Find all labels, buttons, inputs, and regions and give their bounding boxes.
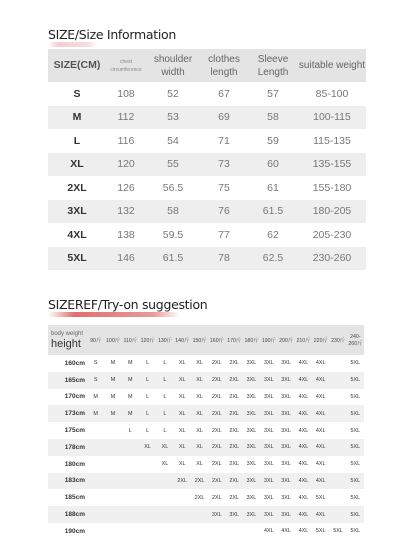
size-value: 135-155 [298,153,366,177]
size-suggestion [139,473,156,490]
size-value: 126 [117,181,135,194]
size-suggestion: 5XL [350,528,361,535]
size-value: 62 [267,228,279,241]
height-label: 188cm [48,506,87,523]
size-label: S [73,87,81,100]
size-value: 56.5 [162,181,184,194]
height-label: 170cm [64,393,85,401]
size-suggestion: XL [178,427,186,434]
size-suggestion: 5XL [350,427,361,434]
size-value: 61 [267,181,279,194]
size-value: 77 [218,228,230,241]
size-value: 155-180 [312,181,352,194]
size-row [48,129,366,153]
size-value: 59.5 [162,228,184,241]
size-suggestion: M [104,405,121,422]
size-row [48,223,366,247]
size-suggestion: 2XL [212,427,222,434]
size-suggestion: 2XL [174,473,191,490]
size-suggestion [104,439,121,456]
size-suggestion: XL [139,439,156,456]
size-info-table [48,49,366,270]
size-suggestion: 5XL [347,439,364,456]
size-suggestion [139,506,156,523]
size-label: 3XL [48,200,106,224]
size-value: 120 [106,153,146,177]
size-suggestion: 3XL [263,393,274,400]
size-suggestion: XL [174,405,191,422]
weight-header: 210斤 [295,325,312,355]
size-suggestion: 3XL [277,473,294,490]
size-value: 61.5 [146,247,200,271]
size-suggestion: 4XL [298,427,309,434]
size-suggestion [226,523,243,540]
size-value: 85-100 [315,87,349,100]
weight-header: 160斤 [208,325,225,355]
size-suggestion [122,456,139,473]
size-suggestion: 3XL [243,473,260,490]
size-suggestion [174,506,191,523]
size-suggestion: 2XL [208,372,225,389]
size-suggestion: 3XL [281,461,291,468]
size-suggestion: S [93,360,98,367]
size-suggestion [104,456,121,473]
weight-header: 140斤 [174,325,191,355]
size-suggestion [122,523,139,540]
size-suggestion: M [110,360,116,367]
height-label: 173cm [48,405,87,422]
size-suggestion: XL [178,461,186,468]
size-suggestion: L [156,372,173,389]
try-on-row [48,456,364,473]
size-suggestion: XL [174,372,191,389]
size-suggestion: 5XL [347,473,364,490]
size-value: 205-230 [312,228,352,241]
size-suggestion: XL [174,439,191,456]
weight-header: 170斤 [226,325,243,355]
size-value: 60 [248,153,298,177]
size-suggestion [104,422,121,439]
size-suggestion: XL [196,427,203,434]
size-suggestion: XL [196,393,203,400]
size-suggestion [329,439,346,456]
size-value: 108 [117,87,135,100]
size-suggestion: 4XL [312,439,329,456]
try-on-title: SIZEREF/Try-on suggestion [48,297,208,312]
header-size: SIZE(CM) [48,49,106,82]
size-value: 78 [200,247,248,271]
size-row [48,82,366,106]
size-suggestion: M [122,372,139,389]
size-suggestion: L [139,372,156,389]
size-suggestion: M [110,393,116,400]
size-suggestion [87,523,104,540]
weight-header: 190斤 [260,325,277,355]
size-suggestion: M [122,405,139,422]
size-suggestion: M [104,372,121,389]
size-suggestion: 5XL [350,461,361,468]
size-suggestion: 4XL [298,494,309,501]
size-suggestion: 4XL [315,427,326,434]
height-label: 175cm [64,427,85,435]
size-suggestion: 3XL [208,506,225,523]
size-label: M [48,106,106,130]
weight-header: 100斤 [104,325,121,355]
try-on-row [48,405,364,422]
size-suggestion: 2XL [194,494,205,501]
size-suggestion: 2XL [212,360,222,367]
size-value: 116 [117,134,135,147]
size-row [48,176,366,200]
size-suggestion: 3XL [281,494,291,501]
size-suggestion: 3XL [243,506,260,523]
size-suggestion [329,372,346,389]
size-suggestion: 4XL [315,393,326,400]
weight-header: 220斤 [312,325,329,355]
size-suggestion: XL [196,461,203,468]
size-suggestion: 4XL [315,360,326,367]
size-suggestion: 2XL [212,393,222,400]
corner-height: height [51,337,81,350]
size-suggestion [156,523,173,540]
size-suggestion: 3XL [246,427,257,434]
weight-header: 90斤 [87,325,104,355]
size-suggestion [122,489,139,506]
size-suggestion [243,523,260,540]
try-on-row [48,422,364,439]
size-suggestion [122,506,139,523]
size-info-title-underline [48,42,98,47]
size-suggestion [329,422,346,439]
weight-header: 240-260斤 [347,325,364,355]
size-suggestion: 5XL [347,506,364,523]
weight-header: 200斤 [277,325,294,355]
size-suggestion: L [163,427,167,434]
size-suggestion: 2XL [226,372,243,389]
size-suggestion: 3XL [281,427,291,434]
size-info-body [48,82,366,270]
try-on-row [48,389,364,406]
size-suggestion [87,506,104,523]
size-suggestion [329,473,346,490]
size-value: 58 [248,106,298,130]
size-suggestion: 4XL [295,372,312,389]
size-suggestion: 3XL [246,461,257,468]
size-value: 180-205 [298,200,366,224]
size-suggestion: 4XL [312,473,329,490]
size-suggestion: 5XL [350,494,361,501]
weight-header: 110斤 [122,325,139,355]
try-on-row [48,506,364,523]
weight-header: 150斤 [191,325,208,355]
size-value: 61.5 [248,200,298,224]
header-weight: suitable weight [298,49,366,82]
size-suggestion: 5XL [333,528,343,535]
try-on-row [48,473,364,490]
size-value: 62.5 [248,247,298,271]
try-on-title-underline [48,312,180,317]
size-suggestion: 3XL [260,405,277,422]
size-suggestion: 2XL [208,439,225,456]
height-label: 185cm [64,494,85,502]
size-suggestion: M [128,360,133,367]
size-suggestion [122,439,139,456]
size-suggestion: XL [178,393,186,400]
size-suggestion: 5XL [315,494,326,501]
size-suggestion: M [93,393,98,400]
size-value: 76 [200,200,248,224]
weight-header: 130斤 [156,325,173,355]
size-value: 230-260 [298,247,366,271]
size-suggestion: 2XL [226,405,243,422]
size-value: 58 [146,200,200,224]
size-suggestion: L [156,405,173,422]
size-suggestion [87,489,104,506]
size-suggestion: 3XL [277,405,294,422]
size-suggestion [122,473,139,490]
weight-header: 180斤 [243,325,260,355]
height-label: 178cm [48,439,87,456]
height-label: 160cm [64,359,85,367]
size-suggestion: 3XL [263,494,274,501]
size-suggestion [87,473,104,490]
size-suggestion: 5XL [315,528,326,535]
size-value: 52 [167,87,179,100]
size-value: 146 [106,247,146,271]
size-value: 67 [218,87,230,100]
size-row [48,247,366,271]
size-value: 59 [267,134,279,147]
size-suggestion: 3XL [277,506,294,523]
size-suggestion: 3XL [263,360,274,367]
size-suggestion [139,489,156,506]
size-value: 100-115 [298,106,366,130]
try-on-header-row [48,325,364,355]
size-suggestion: 3XL [260,473,277,490]
size-suggestion: 3XL [277,372,294,389]
size-suggestion: L [163,360,167,367]
size-suggestion: 2XL [229,461,239,468]
size-info-header-row [48,49,366,82]
try-on-row [48,439,364,456]
size-suggestion: 3XL [243,372,260,389]
size-suggestion: 3XL [277,439,294,456]
size-suggestion: 2XL [212,494,222,501]
size-label: 2XL [67,181,87,194]
size-suggestion: 2XL [229,393,239,400]
size-suggestion: 4XL [298,461,309,468]
size-suggestion [191,506,208,523]
size-suggestion: 5XL [350,360,361,367]
size-suggestion: 3XL [260,506,277,523]
size-suggestion: 4XL [315,461,326,468]
size-suggestion: L [146,393,150,400]
header-shoulder: shoulder width [146,49,200,82]
size-value: 57 [267,87,279,100]
header-chest: chest circumference [106,49,146,82]
size-suggestion: XL [178,360,186,367]
size-suggestion: 2XL [208,405,225,422]
size-suggestion: L [139,405,156,422]
header-sleeve: Sleeve Length [248,49,298,82]
header-length: clothes length [200,49,248,82]
size-suggestion: 4XL [263,528,274,535]
size-value: 71 [218,134,230,147]
size-suggestion: 4XL [281,528,291,535]
size-value: 138 [117,228,135,241]
size-suggestion: S [87,372,104,389]
size-suggestion: 3XL [226,506,243,523]
size-value: 69 [200,106,248,130]
size-label: L [73,134,81,147]
corner-body-weight: body weight [51,330,84,337]
size-suggestion: 2XL [191,473,208,490]
size-suggestion: 2XL [229,494,239,501]
size-suggestion [156,473,173,490]
size-value: 53 [146,106,200,130]
size-suggestion [208,523,225,540]
size-value: 132 [106,200,146,224]
size-info-title: SIZE/Size Information [48,27,176,42]
size-suggestion: XL [156,439,173,456]
size-suggestion: XL [161,461,169,468]
size-suggestion: 5XL [350,393,361,400]
size-suggestion: 4XL [312,506,329,523]
size-suggestion [174,523,191,540]
size-suggestion: 3XL [263,461,274,468]
size-suggestion: 3XL [243,439,260,456]
size-suggestion: 2XL [226,439,243,456]
size-suggestion [87,456,104,473]
size-suggestion: 4XL [298,360,309,367]
size-suggestion: 4XL [312,372,329,389]
size-suggestion [87,422,104,439]
size-suggestion [104,473,121,490]
try-on-row [48,355,364,372]
size-suggestion [191,523,208,540]
size-suggestion: 3XL [260,372,277,389]
size-suggestion: M [87,405,104,422]
size-suggestion: L [146,427,150,434]
size-value: 55 [146,153,200,177]
size-suggestion [156,489,173,506]
size-suggestion: 2XL [226,473,243,490]
try-on-corner [48,325,87,355]
size-suggestion: 3XL [243,405,260,422]
try-on-table [48,325,364,540]
try-on-row [48,523,364,540]
size-suggestion: 3XL [246,360,257,367]
size-suggestion [329,506,346,523]
size-value: 112 [106,106,146,130]
height-label: 183cm [48,473,87,490]
size-suggestion: 5XL [347,405,364,422]
height-label: 165cm [48,372,87,389]
size-suggestion [174,489,191,506]
size-suggestion: 3XL [281,393,291,400]
try-on-row [48,489,364,506]
size-value: 73 [200,153,248,177]
try-on-body [48,355,364,540]
size-suggestion: L [146,360,150,367]
size-suggestion: 4XL [295,439,312,456]
size-suggestion: M [128,393,133,400]
size-suggestion: 2XL [229,360,239,367]
size-suggestion: 4XL [298,393,309,400]
size-label: 4XL [67,228,87,241]
size-suggestion: 3XL [246,494,257,501]
size-value: 115-135 [313,134,351,147]
size-suggestion: 2XL [229,427,239,434]
size-suggestion: 5XL [347,372,364,389]
size-row [48,106,366,130]
size-suggestion [329,389,346,406]
size-suggestion [104,523,121,540]
size-suggestion: 2XL [208,473,225,490]
size-suggestion: 4XL [295,506,312,523]
size-suggestion: XL [196,360,203,367]
size-suggestion [329,405,346,422]
size-suggestion: XL [191,405,208,422]
height-label: 180cm [64,460,85,468]
size-suggestion: XL [191,439,208,456]
size-suggestion [139,523,156,540]
size-suggestion [329,489,346,506]
size-suggestion: 4XL [295,473,312,490]
size-suggestion [139,456,156,473]
size-label: XL [48,153,106,177]
weight-header: 230斤 [329,325,346,355]
size-suggestion: L [128,427,132,434]
size-suggestion: XL [191,372,208,389]
size-row [48,200,366,224]
height-label: 190cm [64,527,85,535]
size-suggestion: 3XL [263,427,274,434]
try-on-row [48,372,364,389]
size-suggestion: 3XL [281,360,291,367]
size-suggestion: L [163,393,167,400]
weight-header: 120斤 [139,325,156,355]
size-suggestion [329,355,346,372]
size-value: 75 [218,181,230,194]
size-suggestion [329,456,346,473]
size-suggestion [104,506,121,523]
size-label: 5XL [48,247,106,271]
size-suggestion: 4XL [312,405,329,422]
size-row [48,153,366,177]
size-suggestion: 4XL [298,528,309,535]
size-suggestion: 2XL [212,461,222,468]
size-suggestion: 3XL [246,393,257,400]
size-suggestion: 4XL [295,405,312,422]
size-value: 54 [167,134,179,147]
size-suggestion [156,506,173,523]
size-suggestion [104,489,121,506]
size-suggestion [87,439,104,456]
size-suggestion: 3XL [260,439,277,456]
